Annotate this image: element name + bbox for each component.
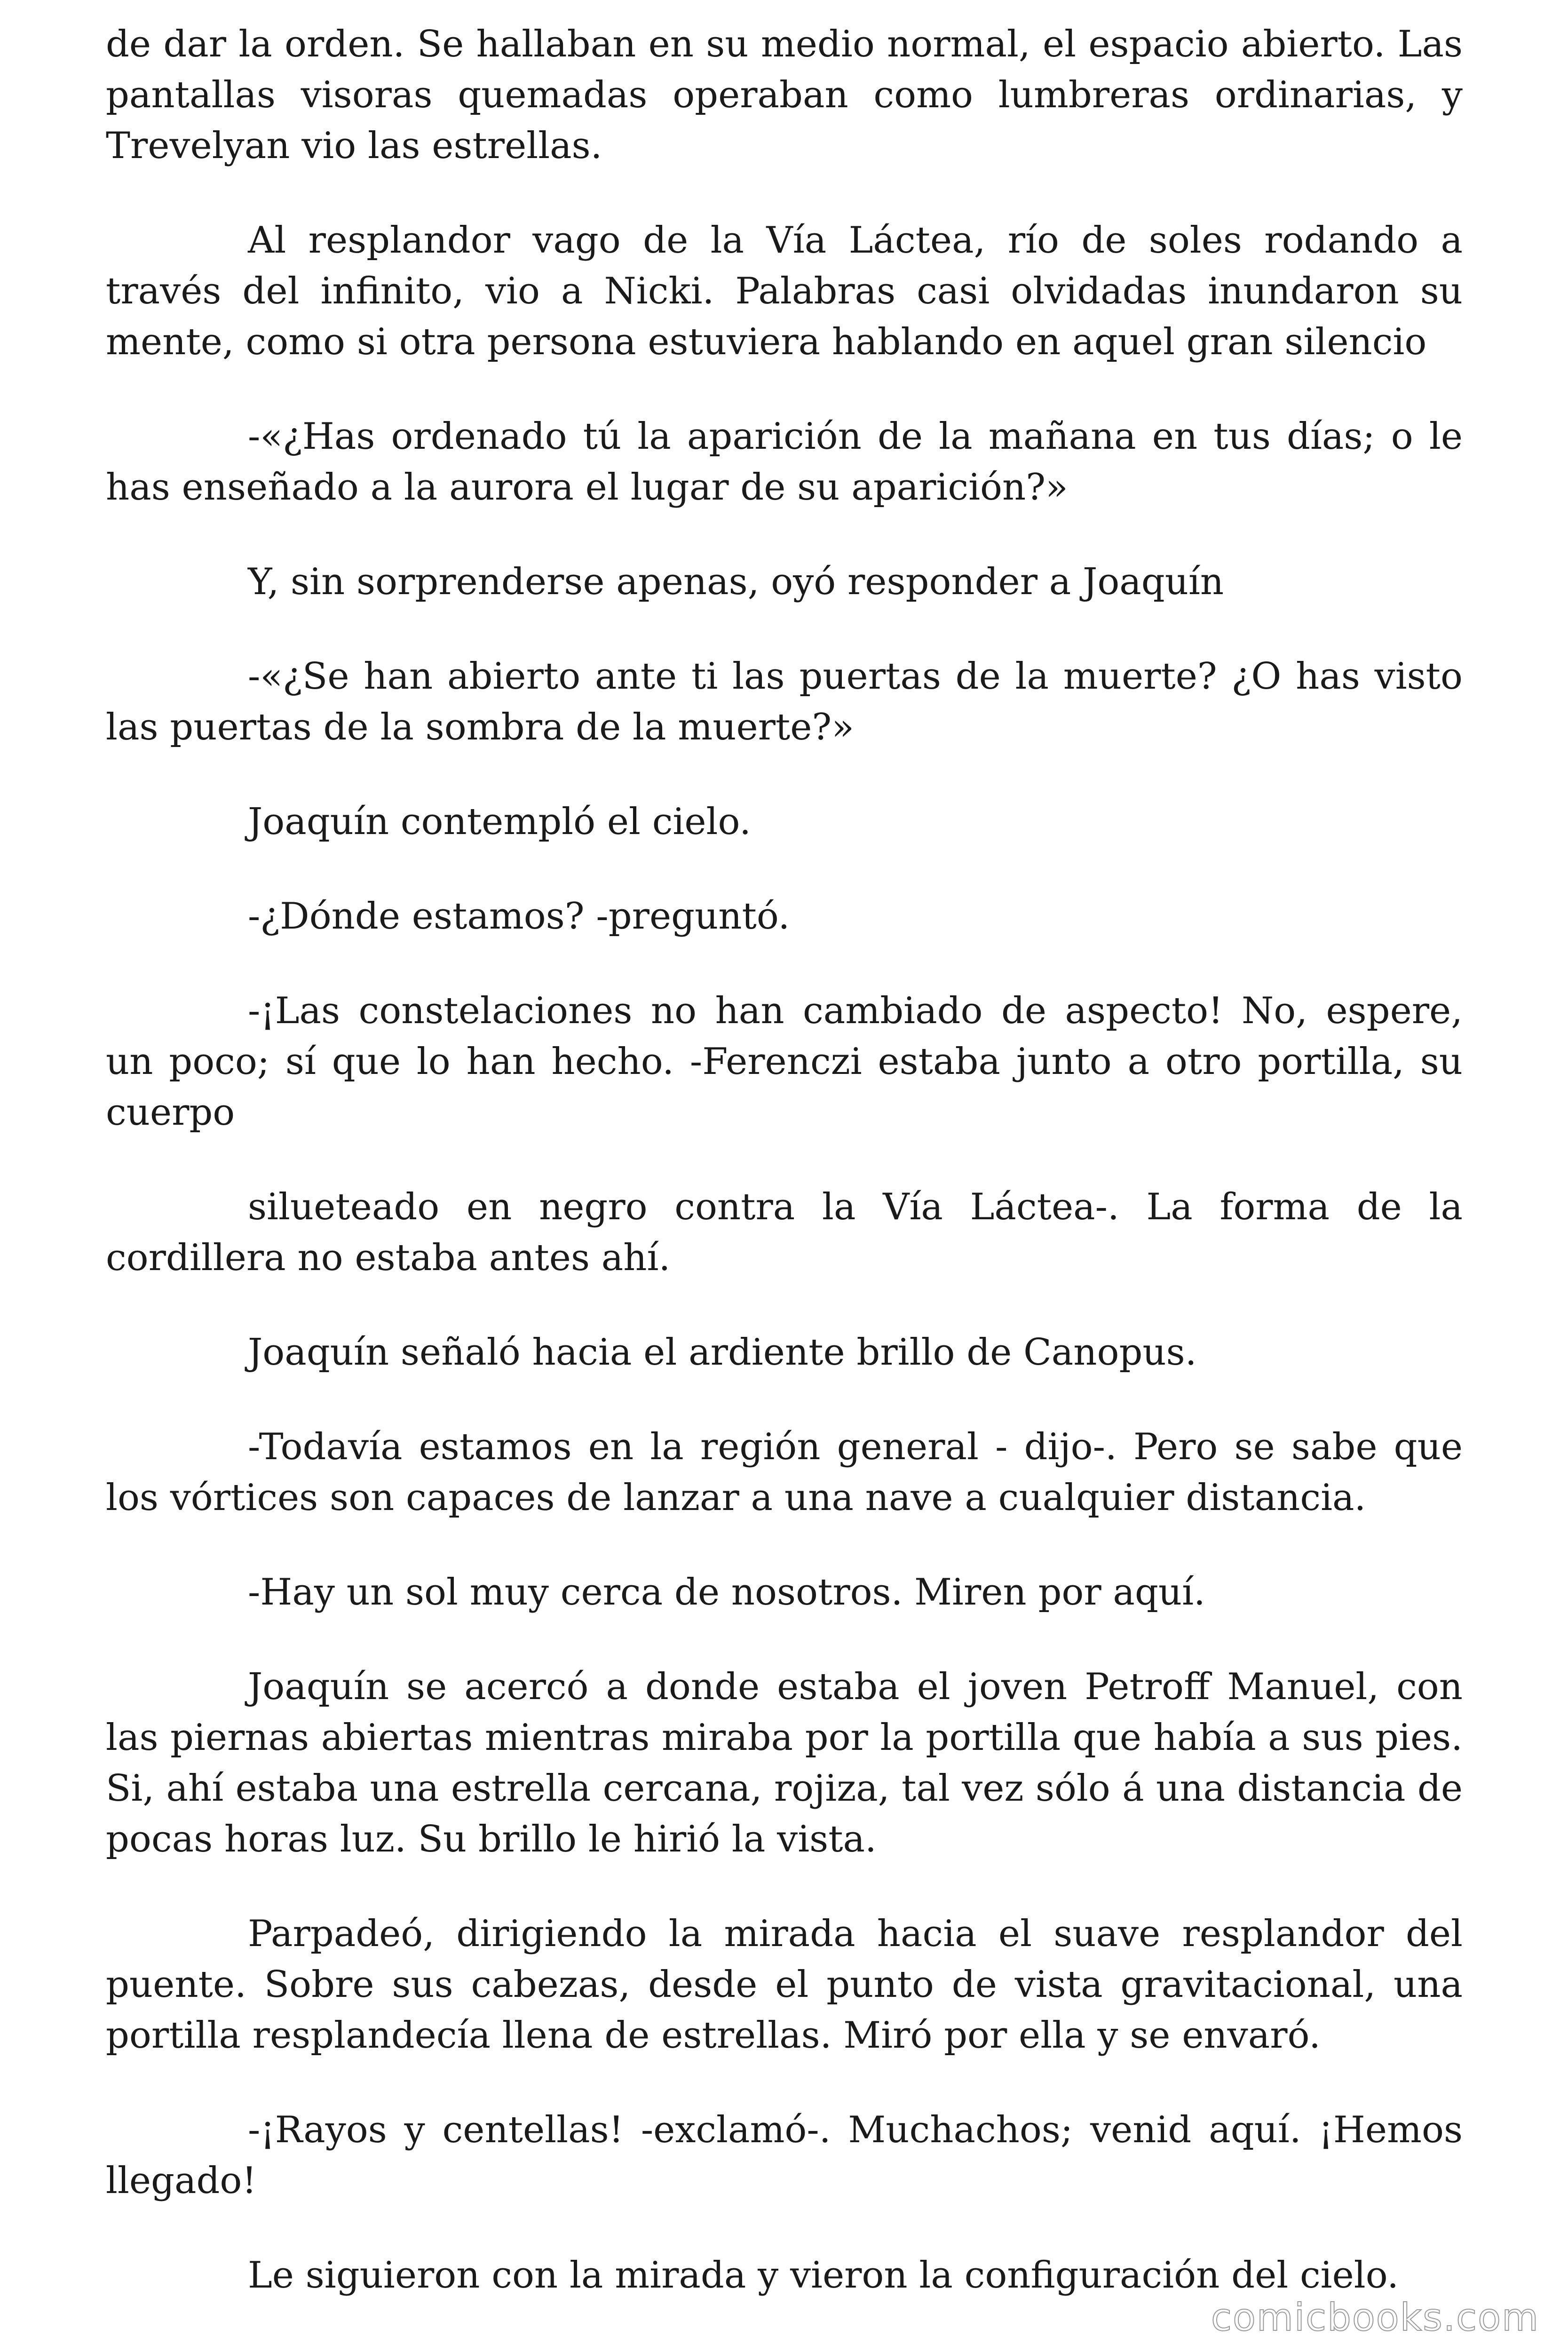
paragraph: -¿Dónde estamos? -preguntó. bbox=[248, 895, 790, 938]
paragraph: -Todavía estamos en la región general - dijo-. Pero se sabe que los vórtices son capaces de lanzar a una nave a cualquier distancia. bbox=[106, 1426, 1463, 1519]
paragraph: -¡Las constelaciones no han cambiado de aspecto! No, espere, un poco; sí que lo han hecho. -Ferenczi estaba junto a otro portilla, su cuerpo bbox=[106, 990, 1463, 1134]
paragraph: -«¿Se han abierto ante ti las puertas de la muerte? ¿O has visto las puertas de la sombra de la muerte?» bbox=[106, 655, 1463, 748]
paragraph: Joaquín señaló hacia el ardiente brillo de Canopus. bbox=[248, 1331, 1197, 1374]
paragraph: Joaquín contempló el cielo. bbox=[248, 801, 751, 843]
paragraph: Le siguieron con la mirada y vieron la configuración del cielo. bbox=[248, 2254, 1399, 2296]
paragraph: silueteado en negro contra la Vía Láctea-. La forma de la cordillera no estaba antes ahí. bbox=[106, 1186, 1463, 1279]
paragraph: Y, sin sorprenderse apenas, oyó responder a Joaquín bbox=[248, 561, 1224, 603]
paragraph: Al resplandor vago de la Vía Láctea, río de soles rodando a través del infinito, vio a Nicki. Palabras casi olvidadas inundaron su mente, como si otra persona estuviera hablando en aquel gran silencio bbox=[106, 219, 1463, 363]
paragraph: -¡Rayos y centellas! -exclamó-. Muchachos; venid aquí. ¡Hemos llegado! bbox=[106, 2109, 1463, 2202]
paragraph: de dar la orden. Se hallaban en su medio normal, el espacio abierto. Las pantallas visoras quemadas operaban como lumbreras ordinarias, y Trevelyan vio las estrellas. bbox=[106, 23, 1463, 167]
watermark: comicbooks.com bbox=[1211, 2296, 1540, 2339]
paragraph: Joaquín se acercó a donde estaba el joven Petroff Manuel, con las piernas abiertas mientras miraba por la portilla que había a sus pies. Si, ahí estaba una estrella cercana, rojiza, tal vez sólo á una distancia de pocas horas luz. Su brillo le hirió la vista. bbox=[106, 1666, 1463, 1860]
paragraph: -«¿Has ordenado tú la aparición de la mañana en tus días; o le has enseñado a la aurora el lugar de su aparición?» bbox=[106, 415, 1463, 509]
paragraph: Parpadeó, dirigiendo la mirada hacia el suave resplandor del puente. Sobre sus cabezas, desde el punto de vista gravitacional, una portilla resplandecía llena de estrellas. Miró por ella y se envaró. bbox=[106, 1913, 1463, 2057]
page-text bbox=[106, 19, 1463, 2344]
paragraph: -Hay un sol muy cerca de nosotros. Miren por aquí. bbox=[248, 1571, 1205, 1613]
